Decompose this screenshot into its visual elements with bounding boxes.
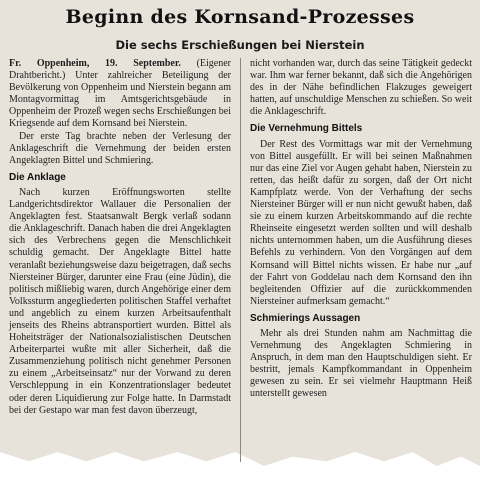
- paragraph-schmiering: Mehr als drei Stunden nahm am Nachmittag die Vernehmung des Angeklagten Schmiering in Anspruch, in dem man den Hauptschuldigen sieht. Er bestritt, jemals Kampfkommandant in Oppenheim gewesen zu sein. Er sei vielmehr Hauptmann Heiß unterstellt gewesen: [250, 327, 472, 400]
- paragraph-first-day: Der erste Tag brachte neben der Verlesung der Anklageschrift die Vernehmung der beiden ersten Angeklagten Bittel und Schmiering.: [9, 130, 231, 166]
- right-column: [250, 58, 472, 401]
- paragraph-continuation: nicht vorhanden war, durch das seine Tätigkeit gedeckt war. Ihm war ferner bekannt, daß sich die Angehörigen des in der Nähe befindlichen Flakzuges geweigert hatten, auf unschuldige Menschen zu schießen. So weit die Anklageschrift.: [250, 58, 472, 118]
- section-heading-vernehmung: Die Vernehmung Bittels: [250, 123, 363, 135]
- lead-text: (Eigener Drahtbericht.) Unter zahlreicher Beteiligung der Bevölkerung von Oppenheim und Nierstein begann am Montagvormittag im Amtsgerichtsgebäude in Oppenheim der Prozeß wegen sechs Erschießungen bei Kriegsende auf dem Kornsand bei Nierstein.: [9, 58, 231, 130]
- lead-paragraph: [9, 58, 231, 131]
- subheadline: Die sechs Erschießungen bei Nierstein: [115, 38, 365, 52]
- paragraph-anklage: Nach kurzen Eröffnungsworten stellte Landgerichtsdirektor Wallauer die Personalien der Angeklagten fest. Staatsanwalt Bergk verlaß sodann die Anklageschrift. Danach haben die drei Angeklagten sich des Verbrechens gegen die Menschlichkeit schuldig gemacht. Der Angeklagte Bittel hatte veranlaßt beziehungsweise dazu beigetragen, daß sechs Niersteiner Bürger, darunter eine Frau (eine Jüdin), die politisch mißliebig waren, durch Angehörige einer dem Volkssturm angegliederten politischen Staffel verhaftet und angeblich zu einem kurzen Arbeitsaufenthalt jenseits des Rheins abtransportiert wurden. Bittel als Hoheitsträger der Nationalsozialistischen Deutschen Arbeiterpartei wußte mit aller Sicherheit, daß die Zusammenziehung politisch nicht genehmer Personen zu einem „Arbeitseinsatz“ nur der Vorwand zu deren Verschleppung in ein Konzentrationslager bedeutet oder deren Liquidierung zur Folge hatte. In Darmstadt bei der Gestapo war man fest davon überzeugt,: [9, 186, 231, 416]
- paragraph-vernehmung: Der Rest des Vormittags war mit der Vernehmung von Bittel ausgefüllt. Er will bei seinen Maßnahmen nur das eine Ziel vor Augen gehabt haben, Nierstein zu retten, das heißt dafür zu sorgen, daß der Ort nicht Kampfplatz werde. Von der Verhaftung der sechs Niersteiner Bürger will er nun nicht gewußt haben, daß sie zu einem kurzen Arbeitskommando auf die rechte Rheinseite eingesetzt werden sollten und will deshalb nichts unternommen haben, um die Ausführung dieses Befehls zu verhindern. Von den Vorgängen auf dem Kornsand will Bittel nichts wissen. Er habe nur „auf der Fahrt von Goddelau nach dem Kornsand den ihn begleitenden Offizier auf die zurückkommenden Niersteiner aufmerksam gemacht.“: [250, 138, 472, 307]
- section-heading-anklage: Die Anklage: [9, 171, 66, 183]
- headline: Beginn des Kornsand-Prozesses: [65, 6, 415, 28]
- column-divider: [240, 58, 241, 462]
- section-heading-schmiering: Schmierings Aussagen: [250, 312, 361, 324]
- dateline: Fr. Oppenheim, 19. September.: [9, 58, 181, 69]
- left-column: [9, 58, 231, 417]
